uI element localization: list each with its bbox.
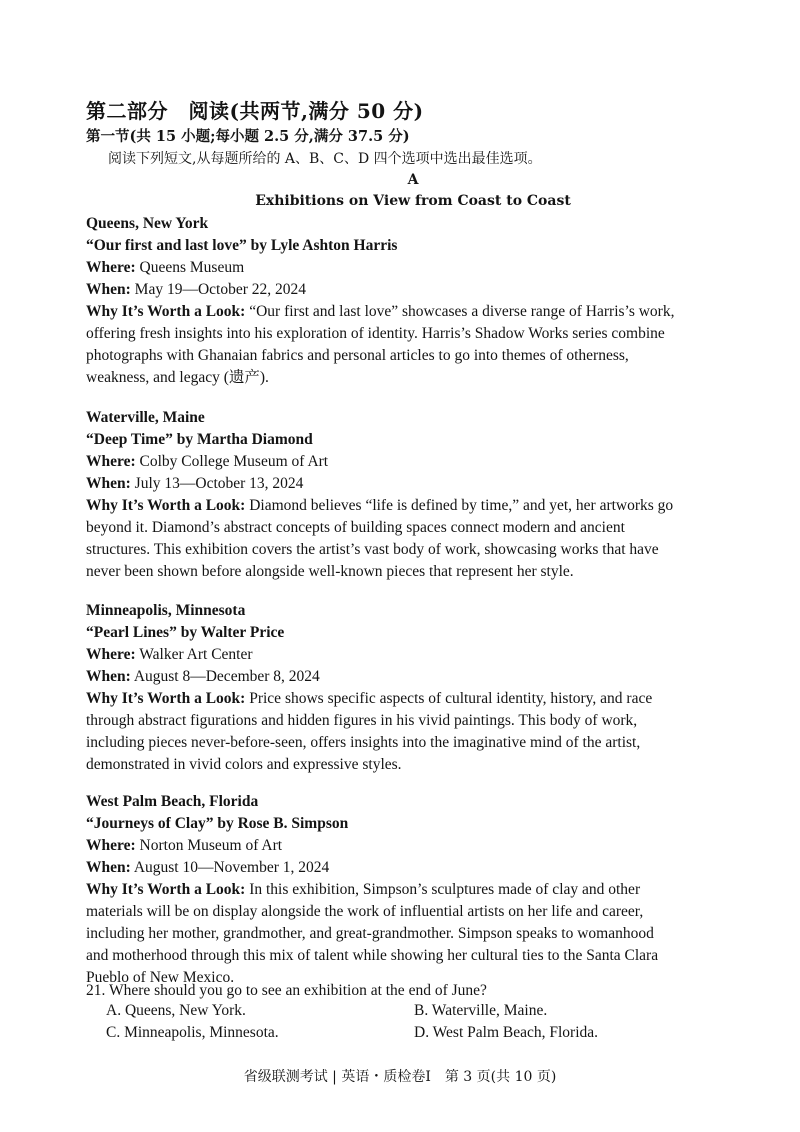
- why-label: Why It’s Worth a Look:: [86, 497, 246, 514]
- exhibition-location: Queens, New York: [86, 215, 209, 232]
- why-label: Why It’s Worth a Look:: [86, 303, 246, 320]
- where-value: Norton Museum of Art: [139, 837, 283, 854]
- exhibition-4: [86, 791, 738, 989]
- exhibition-location: West Palm Beach, Florida: [86, 793, 259, 810]
- section-title: 第一节(共 15 小题;每小题 2.5 分,满分 37.5 分): [86, 128, 410, 145]
- exhibition-location: Waterville, Maine: [86, 409, 205, 426]
- when-label: When:: [86, 475, 131, 492]
- why-text: Price shows specific aspects of cultural identity, history, and race: [249, 690, 653, 707]
- why-text: “Our first and last love” showcases a diverse range of Harris’s work,: [249, 303, 675, 320]
- where-value: Colby College Museum of Art: [139, 453, 329, 470]
- exhibition-why-line: [86, 301, 738, 323]
- exhibition-when: [86, 666, 738, 688]
- exhibition-why-line: weakness, and legacy (遗产).: [86, 369, 269, 386]
- exhibition-2: [86, 407, 738, 583]
- why-text: Diamond believes “life is defined by time,” and yet, her artworks go: [249, 497, 674, 514]
- exhibition-where: [86, 257, 738, 279]
- exhibition-name: “Our first and last love” by Lyle Ashton Harris: [86, 237, 398, 254]
- exhibition-1: [86, 213, 738, 389]
- exhibition-name: “Deep Time” by Martha Diamond: [86, 431, 313, 448]
- exhibition-why-line: [86, 879, 738, 901]
- option-c[interactable]: C. Minneapolis, Minnesota.: [106, 1024, 279, 1041]
- exhibition-why-line: including her mother, grandmother, and great-grandmother. Simpson speaks to womanhood: [86, 925, 654, 942]
- when-label: When:: [86, 281, 131, 298]
- exhibition-location: Minneapolis, Minnesota: [86, 602, 246, 619]
- exhibition-when: [86, 473, 738, 495]
- part-title: 第二部分 阅读(共两节,满分 50 分): [86, 99, 424, 123]
- option-a[interactable]: A. Queens, New York.: [106, 1002, 246, 1019]
- exhibition-name: “Journeys of Clay” by Rose B. Simpson: [86, 815, 349, 832]
- when-value: August 10—November 1, 2024: [133, 859, 330, 876]
- where-value: Walker Art Center: [139, 646, 253, 663]
- when-value: May 19—October 22, 2024: [134, 281, 307, 298]
- instruction: 阅读下列短文,从每题所给的 A、B、C、D 四个选项中选出最佳选项。: [108, 151, 542, 167]
- why-text: In this exhibition, Simpson’s sculptures made of clay and other: [249, 881, 641, 898]
- exhibition-why-line: demonstrated in vivid colors and expressive styles.: [86, 756, 402, 773]
- exhibition-why-line: Pueblo of New Mexico.: [86, 969, 235, 986]
- when-value: July 13—October 13, 2024: [134, 475, 304, 492]
- why-label: Why It’s Worth a Look:: [86, 690, 246, 707]
- exhibition-why-line: including pieces never-before-seen, offers insights into the imaginative mind of the artist,: [86, 734, 641, 751]
- where-label: Where:: [86, 259, 136, 276]
- option-d[interactable]: D. West Palm Beach, Florida.: [414, 1024, 599, 1041]
- when-value: August 8—December 8, 2024: [133, 668, 320, 685]
- exhibition-where: [86, 644, 738, 666]
- exhibition-why-line: [86, 688, 738, 710]
- exhibition-where: [86, 451, 738, 473]
- why-label: Why It’s Worth a Look:: [86, 881, 246, 898]
- where-label: Where:: [86, 453, 136, 470]
- exhibition-when: [86, 857, 738, 879]
- exhibition-why-line: [86, 495, 738, 517]
- passage-letter: A: [407, 172, 419, 188]
- exhibition-why-line: materials will be on display alongside the work of influential artists on her life and career,: [86, 903, 644, 920]
- option-b[interactable]: B. Waterville, Maine.: [414, 1002, 548, 1019]
- when-label: When:: [86, 859, 131, 876]
- exhibition-why-line: never been shown before alongside well-known pieces that represent her style.: [86, 563, 574, 580]
- exhibition-3: [86, 600, 738, 776]
- exhibition-why-line: photographs with Ghanaian fabrics and personal articles to go into themes of otherness,: [86, 347, 629, 364]
- exhibition-why-line: offering fresh insights into his exploration of identity. Harris’s Shadow Works series combine: [86, 325, 665, 342]
- exhibition-why-line: through abstract figurations and hidden figures in his vivid paintings. This body of work,: [86, 712, 638, 729]
- where-label: Where:: [86, 646, 136, 663]
- page-footer: 省级联测考试 | 英语・质检卷Ⅰ 第 3 页(共 10 页): [243, 1069, 557, 1085]
- exhibition-why-line: beyond it. Diamond’s abstract concepts of building spaces connect modern and ancient: [86, 519, 625, 536]
- exhibition-why-line: and motherhood through this mix of talent while showing her cultural ties to the Santa Clara: [86, 947, 659, 964]
- exhibition-why-line: structures. This exhibition covers the artist’s vast body of work, showcasing works that have: [86, 541, 659, 558]
- when-label: When:: [86, 668, 131, 685]
- exhibition-name: “Pearl Lines” by Walter Price: [86, 624, 285, 641]
- exhibition-where: [86, 835, 738, 857]
- question-stem: 21. Where should you go to see an exhibition at the end of June?: [86, 982, 487, 999]
- passage-title: Exhibitions on View from Coast to Coast: [255, 193, 571, 209]
- exhibition-when: [86, 279, 738, 301]
- where-label: Where:: [86, 837, 136, 854]
- where-value: Queens Museum: [139, 259, 245, 276]
